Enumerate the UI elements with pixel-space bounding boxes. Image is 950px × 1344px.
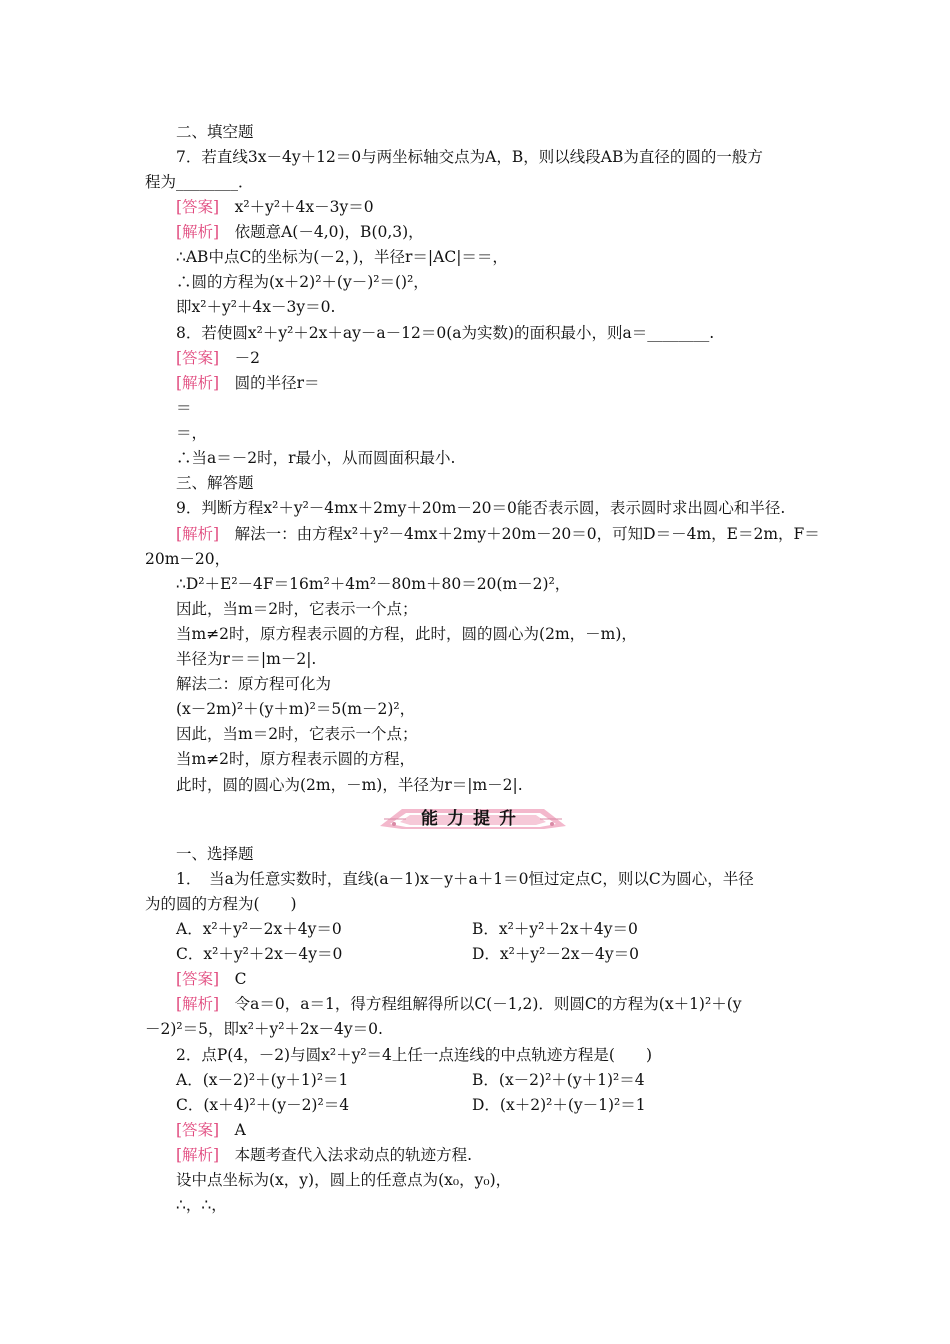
answer-tag: [答案] bbox=[176, 1121, 220, 1139]
analysis-9-line: 此时，圆的圆心为(2m，－m)，半径为r＝|m－2|. bbox=[176, 776, 523, 794]
analysis-7-line: ∴AB中点C的坐标为(－2，)，半径r＝|AC|＝＝， bbox=[176, 248, 508, 266]
analysis-9-line: ∴D²＋E²－4F＝16m²＋4m²－80m＋80＝20(m－2)²， bbox=[176, 575, 571, 593]
question-2-stem: 2．点P(4，－2)与圆x²＋y²＝4上任一点连线的中点轨迹方程是( ) bbox=[176, 1046, 652, 1064]
analysis-9-line: (x－2m)²＋(y＋m)²＝5(m－2)²， bbox=[176, 700, 416, 718]
answer-1: [答案] C bbox=[176, 970, 247, 988]
analysis-8-line: ＝ bbox=[176, 399, 192, 417]
analysis-9-line: 当m≠2时，原方程表示圆的方程，此时，圆的圆心为(2m，－m)， bbox=[176, 625, 637, 643]
analysis-9-line: 半径为r＝＝|m－2|. bbox=[176, 650, 317, 668]
option-b: B．x²＋y²＋2x＋4y＝0 bbox=[472, 920, 638, 938]
analysis-9-line: 当m≠2时，原方程表示圆的方程， bbox=[176, 750, 416, 768]
question-9-stem: 9．判断方程x²＋y²－4mx＋2my＋20m－20＝0能否表示圆，表示圆时求出圆心和半径. bbox=[176, 499, 786, 517]
option-c: C．x²＋y²＋2x－4y＝0 bbox=[176, 945, 343, 963]
analysis-9: [解析] 解法一：由方程x²＋y²－4mx＋2my＋20m－20＝0，可知D＝－4m，E＝2m，F＝ bbox=[176, 525, 820, 543]
analysis-9-line: 20m－20， bbox=[145, 550, 231, 568]
analysis-9-line: 因此，当m＝2时，它表示一个点； bbox=[176, 725, 418, 743]
answer-2: [答案] A bbox=[176, 1121, 246, 1139]
analysis-8-line: ＝， bbox=[176, 424, 208, 442]
option-a: A．(x－2)²＋(y＋1)²＝1 bbox=[176, 1071, 349, 1089]
option-a: A．x²＋y²－2x＋4y＝0 bbox=[176, 920, 342, 938]
answer-tag: [答案] bbox=[176, 970, 220, 988]
analysis-9-line: 因此，当m＝2时，它表示一个点； bbox=[176, 600, 418, 618]
analysis-7-line: ∴圆的方程为(x＋2)²＋(y－)²＝()²， bbox=[176, 273, 429, 291]
answer-tag: [答案] bbox=[176, 349, 220, 367]
question-7-stem-cont: 程为________． bbox=[145, 173, 254, 191]
question-7-stem: 7．若直线3x－4y＋12＝0与两坐标轴交点为A，B，则以线段AB为直径的圆的一般方 bbox=[176, 148, 763, 166]
section-heading-choice: 一、选择题 bbox=[176, 845, 254, 863]
analysis-2: [解析] 本题考查代入法求动点的轨迹方程. bbox=[176, 1146, 473, 1164]
analysis-7: [解析] 依题意A(－4,0)，B(0,3)， bbox=[176, 223, 424, 241]
analysis-2-line: ∴，∴， bbox=[176, 1196, 227, 1214]
option-c: C．(x＋4)²＋(y－2)²＝4 bbox=[176, 1096, 350, 1114]
section-banner bbox=[380, 806, 566, 832]
analysis-tag: [解析] bbox=[176, 374, 220, 392]
question-8-stem: 8．若使圆x²＋y²＋2x＋ay－a－12＝0(a为实数)的面积最小，则a＝________. bbox=[176, 324, 715, 342]
analysis-1: [解析] 令a＝0，a＝1，得方程组解得所以C(－1,2)．则圆C的方程为(x＋1)²＋(y bbox=[176, 995, 742, 1013]
analysis-tag: [解析] bbox=[176, 223, 220, 241]
section-heading-fill-in: 二、填空题 bbox=[176, 123, 254, 141]
analysis-tag: [解析] bbox=[176, 995, 220, 1013]
analysis-2-line: 设中点坐标为(x，y)，圆上的任意点为(x₀，y₀)， bbox=[176, 1171, 512, 1189]
analysis-tag: [解析] bbox=[176, 525, 220, 543]
option-d: D．(x＋2)²＋(y－1)²＝1 bbox=[472, 1096, 646, 1114]
analysis-7-line: 即x²＋y²＋4x－3y＝0. bbox=[176, 298, 336, 316]
answer-7: [答案] x²＋y²＋4x－3y＝0 bbox=[176, 198, 374, 216]
analysis-9-line: 解法二：原方程可化为 bbox=[176, 675, 332, 693]
analysis-tag: [解析] bbox=[176, 1146, 220, 1164]
analysis-8-line: ∴当a＝－2时，r最小，从而圆面积最小. bbox=[176, 449, 456, 467]
analysis-8: [解析] 圆的半径r＝ bbox=[176, 374, 320, 392]
question-1-stem-cont: 为的圆的方程为( ) bbox=[145, 895, 297, 913]
section-heading-solve: 三、解答题 bbox=[176, 474, 254, 492]
answer-tag: [答案] bbox=[176, 198, 220, 216]
answer-8: [答案] －2 bbox=[176, 349, 260, 367]
option-b: B．(x－2)²＋(y＋1)²＝4 bbox=[472, 1071, 645, 1089]
question-1-stem: 1． 当a为任意实数时，直线(a－1)x－y＋a＋1＝0恒过定点C，则以C为圆心，半径 bbox=[176, 870, 754, 888]
banner-title: 能力提升 bbox=[421, 809, 525, 829]
option-d: D．x²＋y²－2x－4y＝0 bbox=[472, 945, 639, 963]
analysis-1-line: －2)²＝5，即x²＋y²＋2x－4y＝0. bbox=[145, 1020, 383, 1038]
